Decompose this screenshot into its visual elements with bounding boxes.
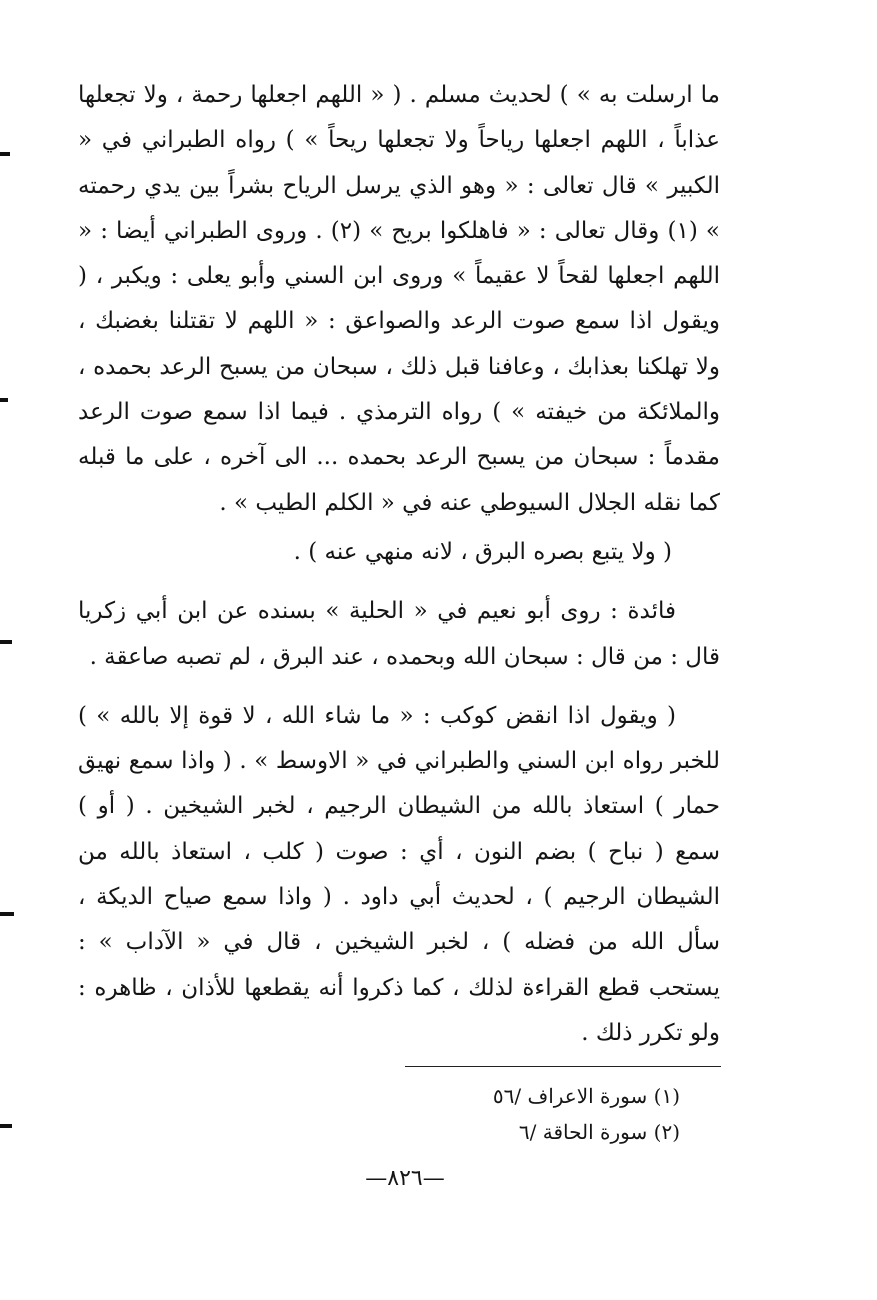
paragraph-2: ( ولا يتبع بصره البرق ، لانه منهي عنه ) . [293, 538, 672, 565]
scan-edge-mark [0, 912, 14, 916]
footnotes [405, 1078, 680, 1150]
paragraph-fayida: فائدة : روى أبو نعيم في « الحلية » بسنده عن ابن أبي زكريا قال : من قال : سبحان الله وبحمده ، عند البرق ، لم تصبه صاعقة . [78, 598, 720, 670]
footnote-2: (٢) سورة الحاقة /٦ [518, 1120, 680, 1144]
page-number: —٨٢٦— [365, 1166, 445, 1191]
paragraph-1: ما ارسلت به » ) لحديث مسلم . ( « اللهم اجعلها رحمة ، ولا تجعلها عذاباً ، اللهم اجعلها رياحاً ولا تجعلها ريحاً » ) رواه الطبراني في « الكبير » قال تعالى : « وهو الذي يرسل الرياح بشراً بين يدي رحمته » (١) وقال تعالى : « فاهلكوا بريح » (٢) . وروى الطبراني أيضا : « اللهم اجعلها لقحاً لا عقيماً » وروى ابن السني وأبو يعلى : ويكبر ، ( ويقول اذا سمع صوت الرعد والصواعق : « اللهم لا تقتلنا بغضبك ، ولا تهلكنا بعذابك ، وعافنا قبل ذلك ، سبحان من يسبح الرعد بحمده ، والملائكة من خيفته » ) رواه الترمذي . فيما اذا سمع صوت الرعد مقدماً : سبحان من يسبح الرعد بحمده ... الى آخره ، على ما قبله كما نقله الجلال السيوطي عنه في « الكلم الطيب » . [78, 82, 720, 516]
scan-edge-mark [0, 1124, 12, 1128]
main-text [78, 73, 720, 1056]
scan-edge-mark [0, 152, 10, 156]
paragraph-4: ( ويقول اذا انقض كوكب : « ما شاء الله ، لا قوة إلا بالله » ) للخبر رواه ابن السني والطبراني في « الاوسط » . ( واذا سمع نهيق حمار ) استعاذ بالله من الشيطان الرجيم ، لخبر الشيخين . ( أو ) سمع ( نباح ) بضم النون ، أي : صوت ( كلب ، استعاذ بالله من الشيطان الرجيم ) ، لحديث أبي داود . ( واذا سمع صياح الديكة ، سأل الله من فضله ) ، لخبر الشيخين ، قال في « الآداب » : يستحب قطع القراءة لذلك ، كما ذكروا أنه يقطعها للأذان ، ظاهره : ولو تكرر ذلك . [78, 702, 720, 1046]
footnote-1: (١) سورة الاعراف /٥٦ [492, 1084, 680, 1108]
scan-edge-mark [0, 640, 12, 644]
footnote-divider [405, 1066, 721, 1067]
scan-edge-mark [0, 398, 8, 402]
